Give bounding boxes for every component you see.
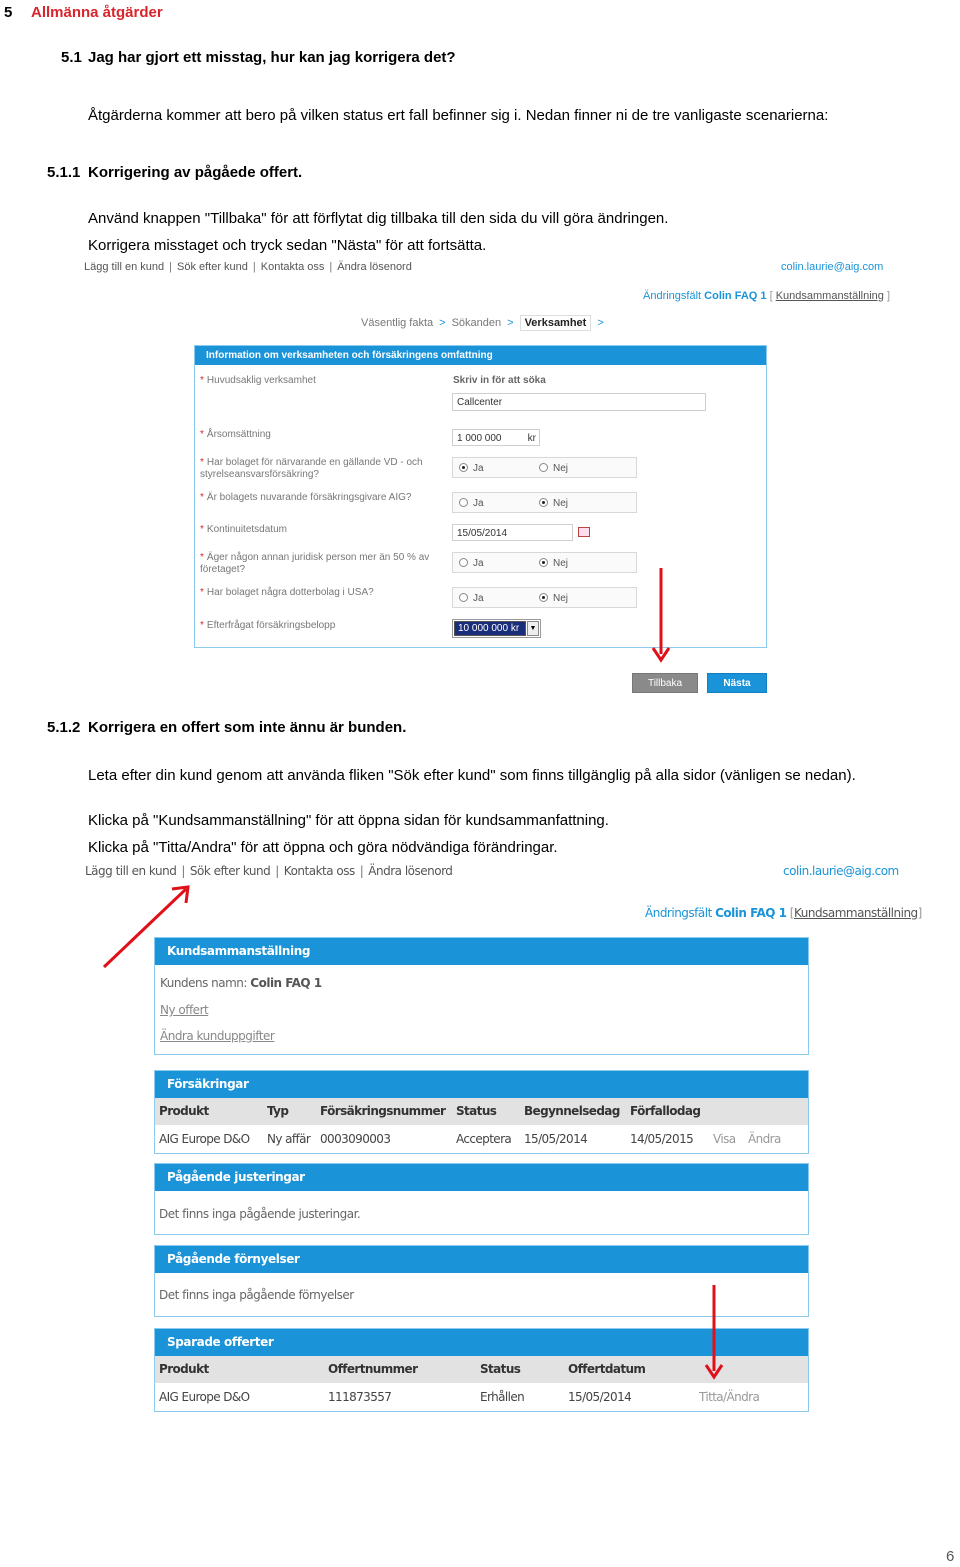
radio-group[interactable]: Ja Nej — [452, 552, 637, 573]
nav-add-client[interactable]: Lägg till en kund — [84, 261, 165, 273]
section-title: Allmänna åtgärder — [31, 4, 163, 21]
page-number: 6 — [946, 1548, 955, 1565]
radio-no[interactable] — [539, 558, 548, 567]
client-name-row: Kundens namn: Colin FAQ 1 — [160, 976, 322, 990]
field-label: * Är bolagets nuvarande försäkringsgivare AIG? — [200, 492, 412, 503]
field-label: * Har bolaget några dotterbolag i USA? — [200, 587, 374, 598]
box-header: Sparade offerter — [155, 1329, 808, 1356]
paragraph: Använd knappen "Tillbaka" för att förflytat dig tillbaka till den sida du vill göra ändringen. — [88, 210, 669, 227]
activity-search-input[interactable]: Callcenter — [452, 393, 706, 411]
step-breadcrumb: Väsentlig fakta > Sökanden > Verksamhet > — [361, 317, 604, 329]
subsubsection-number: 5.1.2 — [47, 719, 81, 736]
amount-select-value: 10 000 000 kr — [454, 621, 526, 636]
amount-select[interactable] — [452, 619, 541, 638]
cell: AIG Europe D&O — [159, 1390, 250, 1404]
nav-change-password[interactable]: Ändra lösenord — [337, 261, 412, 273]
policies-box — [154, 1070, 809, 1154]
col-header: Försäkringsnummer — [320, 1104, 446, 1118]
change-link[interactable]: Ändra — [748, 1132, 781, 1146]
step-business: Verksamhet — [520, 315, 592, 331]
box-header: Pågående förnyelser — [155, 1246, 808, 1273]
subsubsection-number: 5.1.1 — [47, 164, 81, 181]
radio-group[interactable]: Ja Nej — [452, 492, 637, 513]
adjustments-box — [154, 1163, 809, 1235]
calendar-icon[interactable] — [578, 527, 590, 537]
box-header: Försäkringar — [155, 1071, 808, 1098]
table-header — [155, 1098, 808, 1125]
client-summary-link[interactable]: Kundsammanställning — [793, 906, 918, 920]
section-number: 5 — [4, 4, 13, 21]
panel-header: Information om verksamheten och försäkringens omfattning — [195, 346, 766, 365]
radio-no[interactable] — [539, 593, 548, 602]
cell: Ny affär — [267, 1132, 311, 1146]
field-label: * Huvudsaklig verksamhet — [200, 375, 316, 386]
view-link[interactable]: Visa — [713, 1132, 736, 1146]
radio-no[interactable] — [539, 463, 548, 472]
field-label: * Äger någon annan juridisk person mer än 50 % av företaget? — [200, 552, 430, 575]
nav-contact[interactable]: Kontakta oss — [283, 864, 355, 878]
subsubsection-title: Korrigera en offert som inte ännu är bunden. — [88, 719, 407, 736]
cell: 15/05/2014 — [524, 1132, 588, 1146]
step-facts[interactable]: Väsentlig fakta — [361, 317, 434, 329]
radio-yes[interactable] — [459, 593, 468, 602]
nav-add-client[interactable]: Lägg till en kund — [85, 864, 177, 878]
top-nav: Lägg till en kund | Sök efter kund | Kontakta oss | Ändra lösenord — [84, 261, 412, 273]
paragraph: Klicka på "Kundsammanställning" för att öppna sidan för kundsammanfattning. — [88, 812, 609, 829]
cell: Erhållen — [480, 1390, 525, 1404]
radio-group[interactable]: Ja Nej — [452, 457, 637, 478]
nav-search-client[interactable]: Sök efter kund — [189, 864, 271, 878]
subsubsection-title: Korrigering av pågåede offert. — [88, 164, 303, 181]
client-name: Colin FAQ 1 — [704, 290, 767, 302]
table-row — [155, 1383, 808, 1411]
cell: AIG Europe D&O — [159, 1132, 250, 1146]
col-header: Begynnelsedag — [524, 1104, 620, 1118]
field-label: * Efterfrågat försäkringsbelopp — [200, 620, 336, 631]
radio-yes[interactable] — [459, 558, 468, 567]
field-label: * Kontinuitetsdatum — [200, 524, 287, 535]
radio-no[interactable] — [539, 498, 548, 507]
client-summary-link[interactable]: Kundsammanställning — [775, 290, 884, 302]
client-summary-box — [154, 937, 809, 1055]
nav-search-client[interactable]: Sök efter kund — [176, 261, 248, 273]
radio-group[interactable]: Ja Nej — [452, 587, 637, 608]
view-edit-link[interactable]: Titta/Ändra — [699, 1390, 760, 1404]
turnover-input[interactable]: 1 000 000 kr — [452, 429, 540, 446]
col-header: Förfallodag — [630, 1104, 701, 1118]
col-header: Status — [456, 1104, 497, 1118]
subsection-number: 5.1 — [61, 49, 82, 66]
radio-yes[interactable] — [459, 498, 468, 507]
user-email: colin.laurie@aig.com — [783, 864, 899, 878]
cell: 14/05/2015 — [630, 1132, 694, 1146]
next-button[interactable]: Nästa — [707, 673, 767, 693]
cell: 15/05/2014 — [568, 1390, 632, 1404]
box-header: Pågående justeringar — [155, 1164, 808, 1191]
col-header: Typ — [267, 1104, 289, 1118]
red-arrow-down — [650, 568, 672, 666]
paragraph: Korrigera misstaget och tryck sedan "Nästa" för att fortsätta. — [88, 237, 487, 254]
empty-message: Det finns inga pågående justeringar. — [159, 1207, 361, 1221]
field-label: * Har bolaget för närvarande en gällande VD - och styrelseansvarsförsäkring? — [200, 457, 423, 480]
business-info-panel — [194, 345, 767, 648]
nav-contact[interactable]: Kontakta oss — [260, 261, 325, 273]
intro-paragraph: Åtgärderna kommer att bero på vilken status ert fall befinner sig i. Nedan finner ni de tre vanligaste scenarierna: — [88, 107, 829, 124]
context-prefix: Ändringsfält — [643, 290, 702, 302]
col-header: Offertdatum — [568, 1362, 646, 1376]
continuity-date-input[interactable]: 15/05/2014 — [452, 524, 573, 541]
paragraph: Klicka på "Titta/Andra" för att öppna och göra nödvändiga förändringar. — [88, 839, 558, 856]
paragraph: Leta efter din kund genom att använda fliken "Sök efter kund" som finns tillgänglig på alla sidor (vänligen se nedan). — [88, 767, 856, 784]
col-header: Produkt — [159, 1104, 209, 1118]
nav-change-password[interactable]: Ändra lösenord — [368, 864, 453, 878]
cell: Acceptera — [456, 1132, 512, 1146]
search-hint: Skriv in för att söka — [453, 375, 546, 386]
client-context: Ändringsfält Colin FAQ 1 [ Kundsammanställning ] — [643, 290, 891, 302]
context-prefix: Ändringsfält — [645, 906, 712, 920]
cell: 111873557 — [328, 1390, 392, 1404]
empty-message: Det finns inga pågående förnyelser — [159, 1288, 354, 1302]
client-context: Ändringsfält Colin FAQ 1 [Kundsammanställning] — [645, 906, 922, 920]
back-button[interactable]: Tillbaka — [632, 673, 698, 693]
top-nav: Lägg till en kund | Sök efter kund | Kontakta oss | Ändra lösenord — [85, 864, 453, 878]
client-name: Colin FAQ 1 — [715, 906, 787, 920]
col-header: Offertnummer — [328, 1362, 418, 1376]
new-quote-link[interactable]: Ny offert — [160, 1003, 209, 1017]
red-arrow-down — [703, 1285, 725, 1383]
radio-yes[interactable] — [459, 463, 468, 472]
cell: 0003090003 — [320, 1132, 391, 1146]
user-email: colin.laurie@aig.com — [781, 261, 884, 273]
subsection-title: Jag har gjort ett misstag, hur kan jag korrigera det? — [88, 49, 456, 66]
col-header: Produkt — [159, 1362, 209, 1376]
box-header: Kundsammanställning — [155, 938, 808, 965]
edit-client-link[interactable]: Ändra kunduppgifter — [160, 1029, 275, 1043]
chevron-down-icon[interactable]: ▼ — [527, 621, 539, 636]
table-row — [155, 1125, 808, 1153]
step-applicant[interactable]: Sökanden — [451, 317, 502, 329]
col-header: Status — [480, 1362, 521, 1376]
field-label: * Årsomsättning — [200, 429, 271, 440]
